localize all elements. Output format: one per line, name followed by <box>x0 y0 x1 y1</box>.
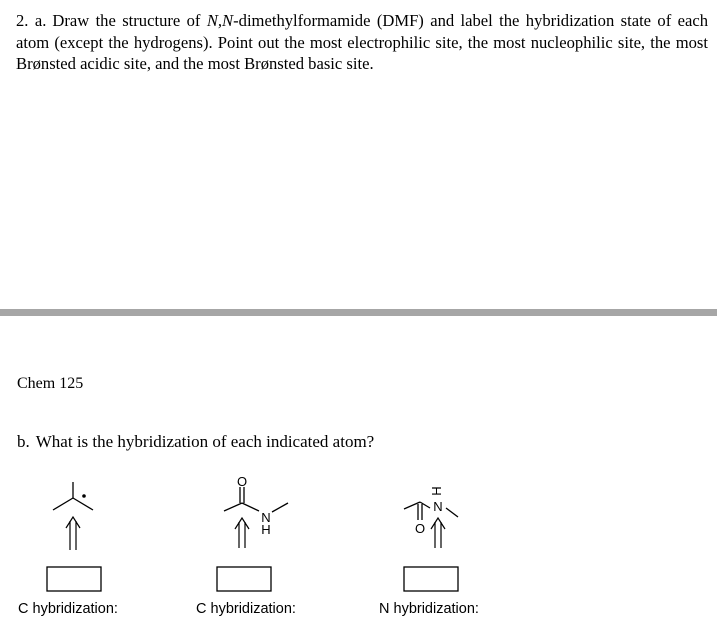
bond-line <box>242 503 259 511</box>
arrow-3 <box>431 518 445 548</box>
course-label: Chem 125 <box>17 375 84 392</box>
question-2b-prompt: What is the hybridization of each indicated atom? <box>35 432 375 451</box>
caption-c-hybridization-1: C hybridization: <box>18 601 118 617</box>
nitrogen-label-2: N <box>261 510 271 525</box>
question-part-b: b. <box>17 432 30 451</box>
structure-tert-butyl-radical <box>53 482 93 510</box>
question-2a-text-end: -dimethylformamide (DMF) and label the hybridization state of each atom (except the hydrogens). Point out the most electrophilic site, the most nucleophilic site, the most Brønsted acidic site, and the most Brønsted basic site. <box>16 11 708 73</box>
question-2a-text-start: Draw the structure of <box>52 11 207 30</box>
bond-line <box>53 498 73 510</box>
question-part-a: a. <box>34 11 47 30</box>
bond-line <box>73 498 93 510</box>
caption-n-hybridization: N hybridization: <box>379 601 479 617</box>
structure-amide-nitrogen <box>404 502 458 520</box>
bond-line <box>446 508 458 517</box>
structures-figure <box>0 470 717 598</box>
page-divider <box>0 309 717 316</box>
structure-amide-carbonyl <box>224 487 288 512</box>
oxygen-label-3: O <box>414 521 426 536</box>
bond-line <box>224 503 242 511</box>
hydrogen-label-2: H <box>261 522 271 537</box>
arrow-1 <box>66 517 80 550</box>
bond-line <box>272 503 288 512</box>
question-2b-text <box>17 432 374 452</box>
question-2a-text <box>16 10 708 75</box>
hydrogen-label-3: H <box>429 486 444 496</box>
answer-box-2[interactable] <box>217 567 271 591</box>
caption-c-hybridization-2: C hybridization: <box>196 601 296 617</box>
question-number: 2. <box>16 11 29 30</box>
question-2a-italic-name: N,N <box>206 11 234 30</box>
answer-box-1[interactable] <box>47 567 101 591</box>
radical-dot <box>82 494 86 498</box>
answer-box-3[interactable] <box>404 567 458 591</box>
oxygen-label-2: O <box>236 474 248 489</box>
nitrogen-label-3: N <box>433 499 443 514</box>
arrow-2 <box>235 518 249 548</box>
